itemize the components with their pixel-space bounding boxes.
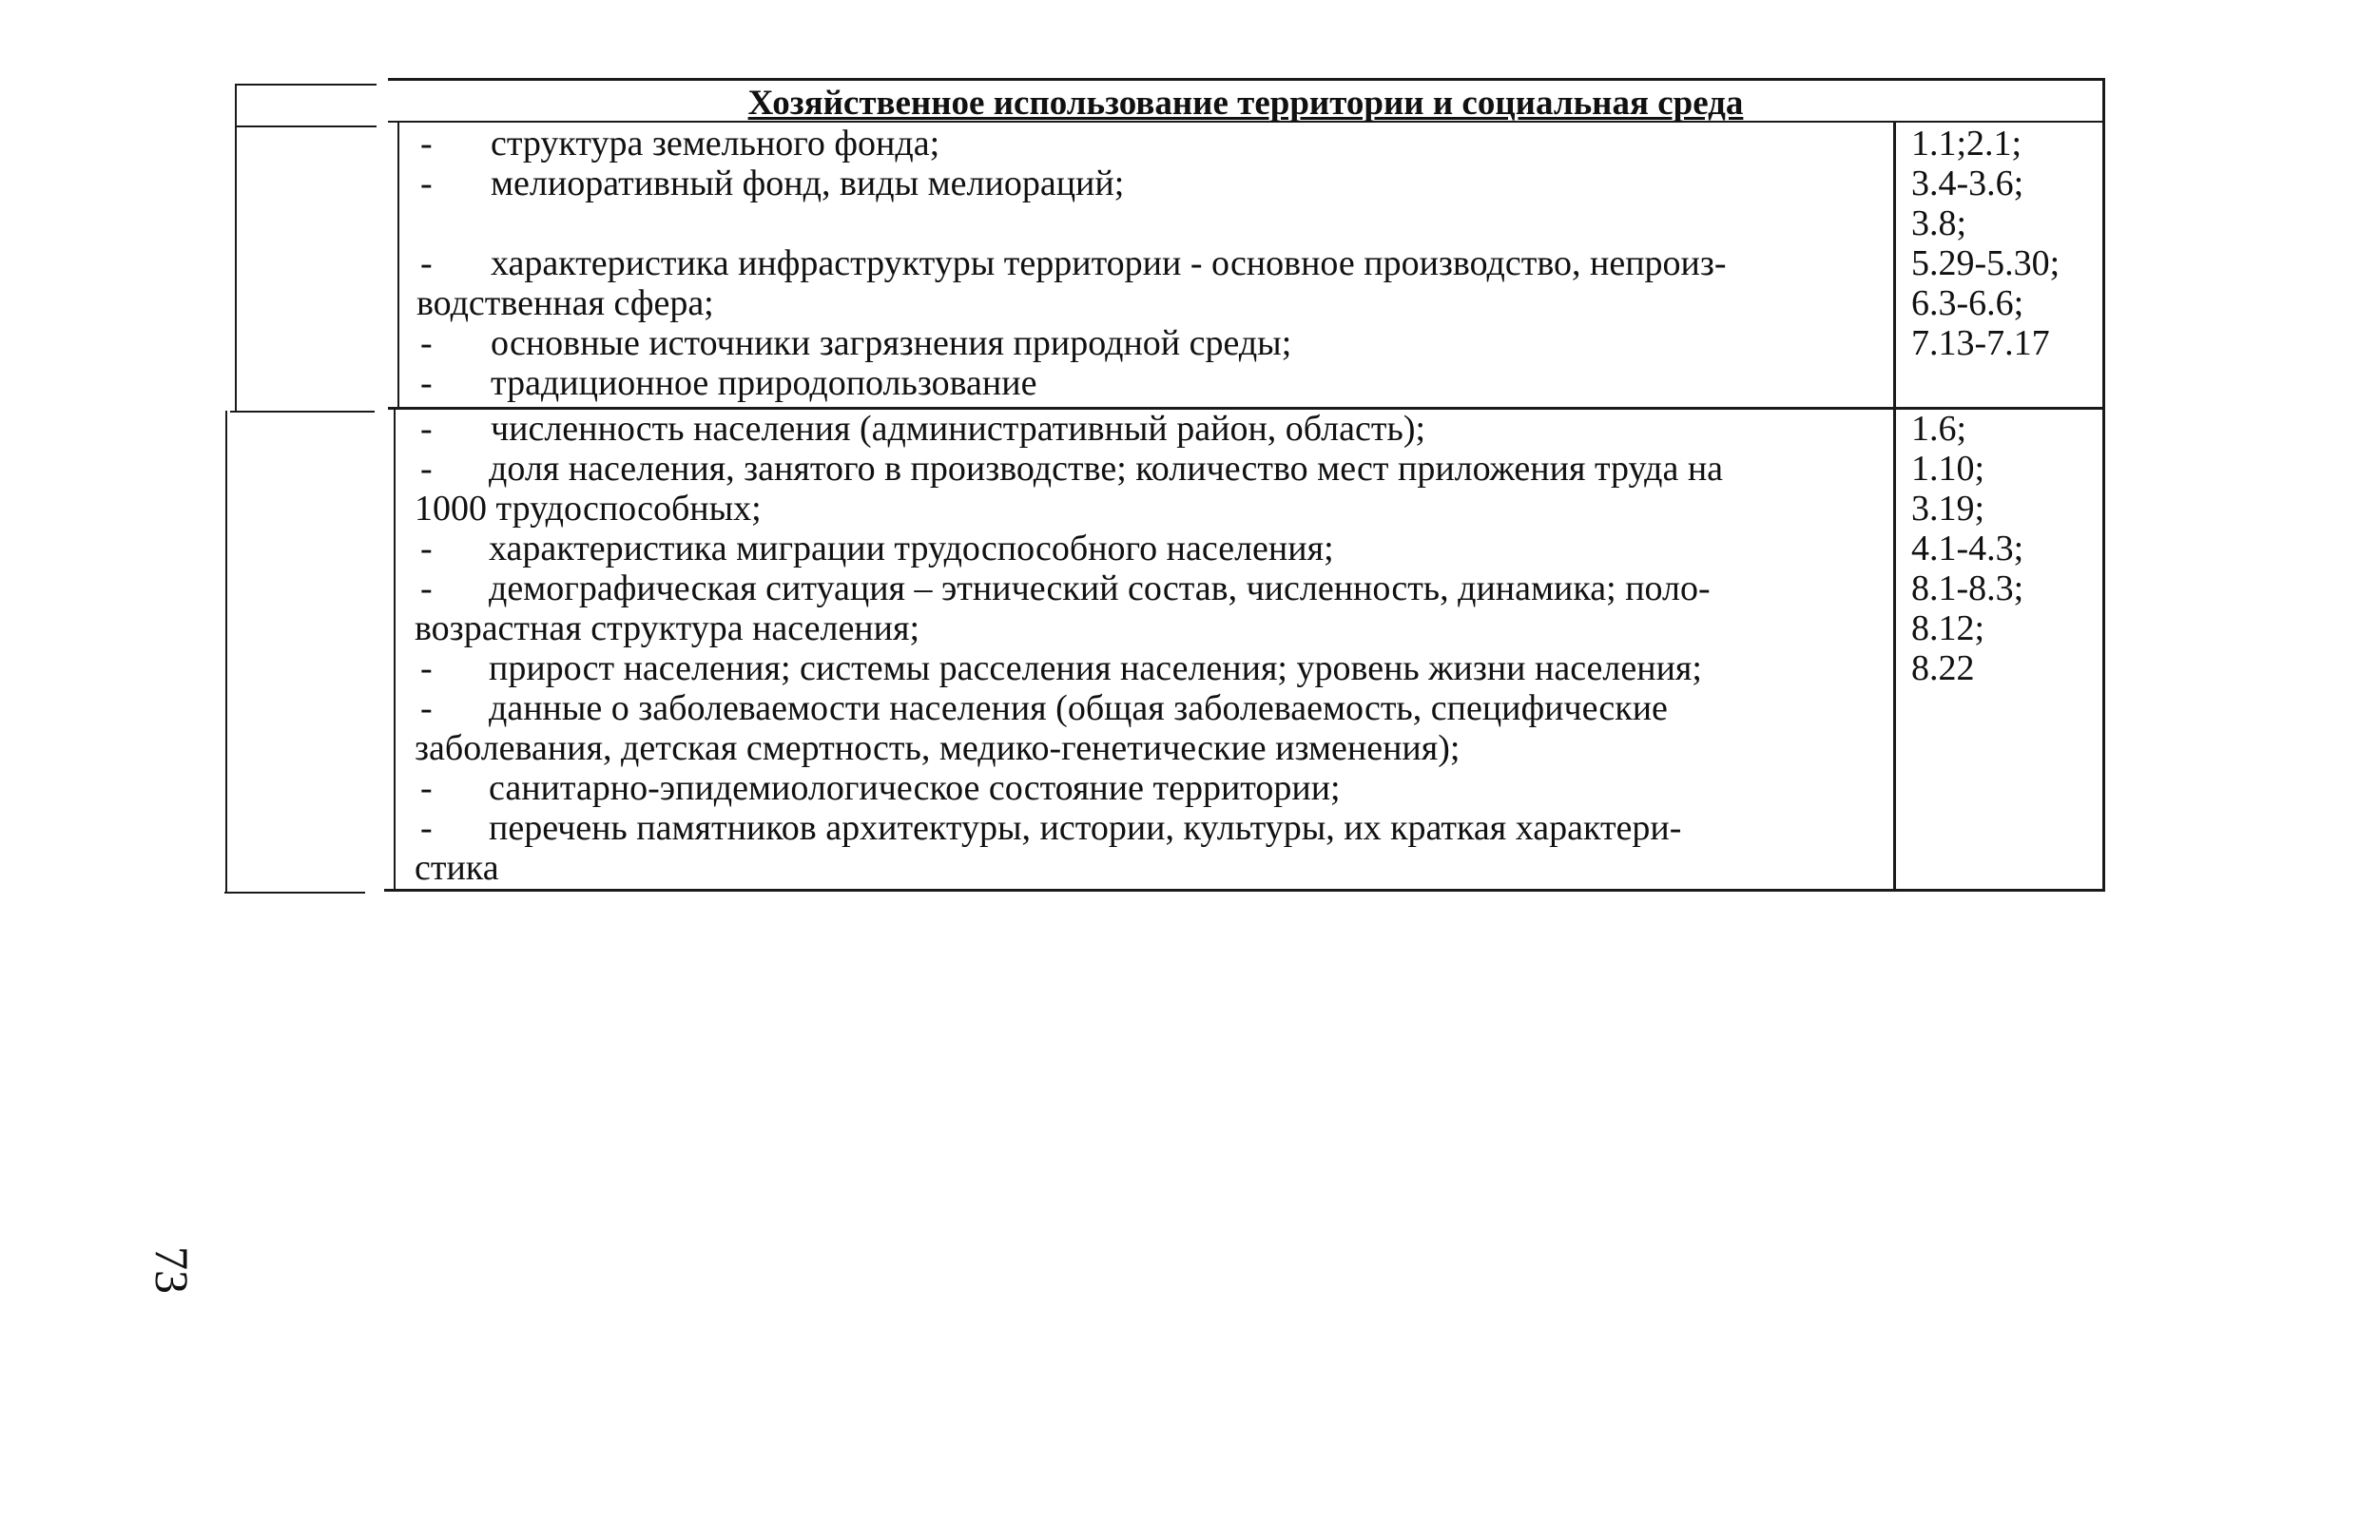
list-item: данные о заболеваемости населения (общая заболеваемость, специфические — [489, 688, 1668, 728]
list-item: мелиоративный фонд, виды мелиораций; — [491, 164, 1125, 203]
list-item-continuation: 1000 трудоспособных; — [415, 489, 762, 529]
table-border-bottom-left — [224, 892, 365, 894]
page-number: 73 — [145, 1246, 199, 1294]
list-dash: - — [420, 164, 433, 203]
list-item-continuation: стика — [415, 848, 499, 888]
reference-code: 6.3-6.6; — [1911, 283, 2024, 323]
list-dash: - — [420, 363, 433, 403]
reference-code: 7.13-7.17 — [1911, 323, 2050, 363]
list-dash: - — [420, 409, 433, 449]
table-header-divider-left — [236, 125, 377, 127]
reference-code: 3.8; — [1911, 203, 1967, 243]
list-dash: - — [420, 449, 433, 489]
reference-code: 1.10; — [1911, 449, 1985, 489]
list-item-continuation: водственная сфера; — [416, 283, 714, 323]
list-dash: - — [420, 568, 433, 608]
list-item-continuation: заболевания, детская смертность, медико-генетические изменения); — [415, 728, 1461, 768]
list-item: традиционное природопользование — [491, 363, 1037, 403]
list-dash: - — [420, 529, 433, 568]
list-item: прирост населения; системы расселения населения; уровень жизни населения; — [489, 648, 1702, 688]
table-border-top-left — [236, 84, 377, 86]
table-border-top — [388, 78, 2105, 81]
reference-code: 5.29-5.30; — [1911, 243, 2061, 283]
list-item: структура земельного фонда; — [491, 124, 940, 164]
reference-code: 3.4-3.6; — [1911, 164, 2024, 203]
list-dash: - — [420, 688, 433, 728]
list-dash: - — [420, 243, 433, 283]
table-row-divider-left — [230, 411, 375, 413]
list-item-continuation: возрастная структура населения; — [415, 608, 920, 648]
list-item: санитарно-эпидемиологическое состояние территории; — [489, 768, 1341, 808]
reference-code: 1.1;2.1; — [1911, 124, 2022, 164]
list-item: характеристика миграции трудоспособного населения; — [489, 529, 1334, 568]
list-item: демографическая ситуация – этнический состав, численность, динамика; поло- — [489, 568, 1711, 608]
list-dash: - — [420, 323, 433, 363]
table-border-bottom — [384, 889, 2105, 892]
table-inner-divider-lower — [394, 409, 396, 892]
table-border-left-lower — [225, 411, 227, 894]
list-item: основные источники загрязнения природной среды; — [491, 323, 1292, 363]
list-dash: - — [420, 808, 433, 848]
list-item: перечень памятников архитектуры, истории, культуры, их краткая характери- — [489, 808, 1682, 848]
table-ref-divider — [1893, 122, 1896, 892]
table-inner-divider-upper — [397, 122, 399, 409]
table-border-right — [2102, 78, 2105, 892]
list-dash: - — [420, 768, 433, 808]
table-border-left — [235, 84, 237, 412]
list-dash: - — [420, 648, 433, 688]
reference-code: 1.6; — [1911, 409, 1967, 449]
list-item: доля населения, занятого в производстве; количество мест приложения труда на — [489, 449, 1724, 489]
reference-code: 8.22 — [1911, 648, 1975, 688]
reference-code: 3.19; — [1911, 489, 1985, 529]
reference-code: 8.1-8.3; — [1911, 568, 2024, 608]
list-item: характеристика инфраструктуры территории - основное производство, непроиз- — [491, 243, 1727, 283]
list-dash: - — [420, 124, 433, 164]
section-heading: Хозяйственное использование территории и социальная среда — [747, 84, 1744, 123]
list-item: численность населения (административный район, область); — [491, 409, 1426, 449]
reference-code: 4.1-4.3; — [1911, 529, 2024, 568]
reference-code: 8.12; — [1911, 608, 1985, 648]
